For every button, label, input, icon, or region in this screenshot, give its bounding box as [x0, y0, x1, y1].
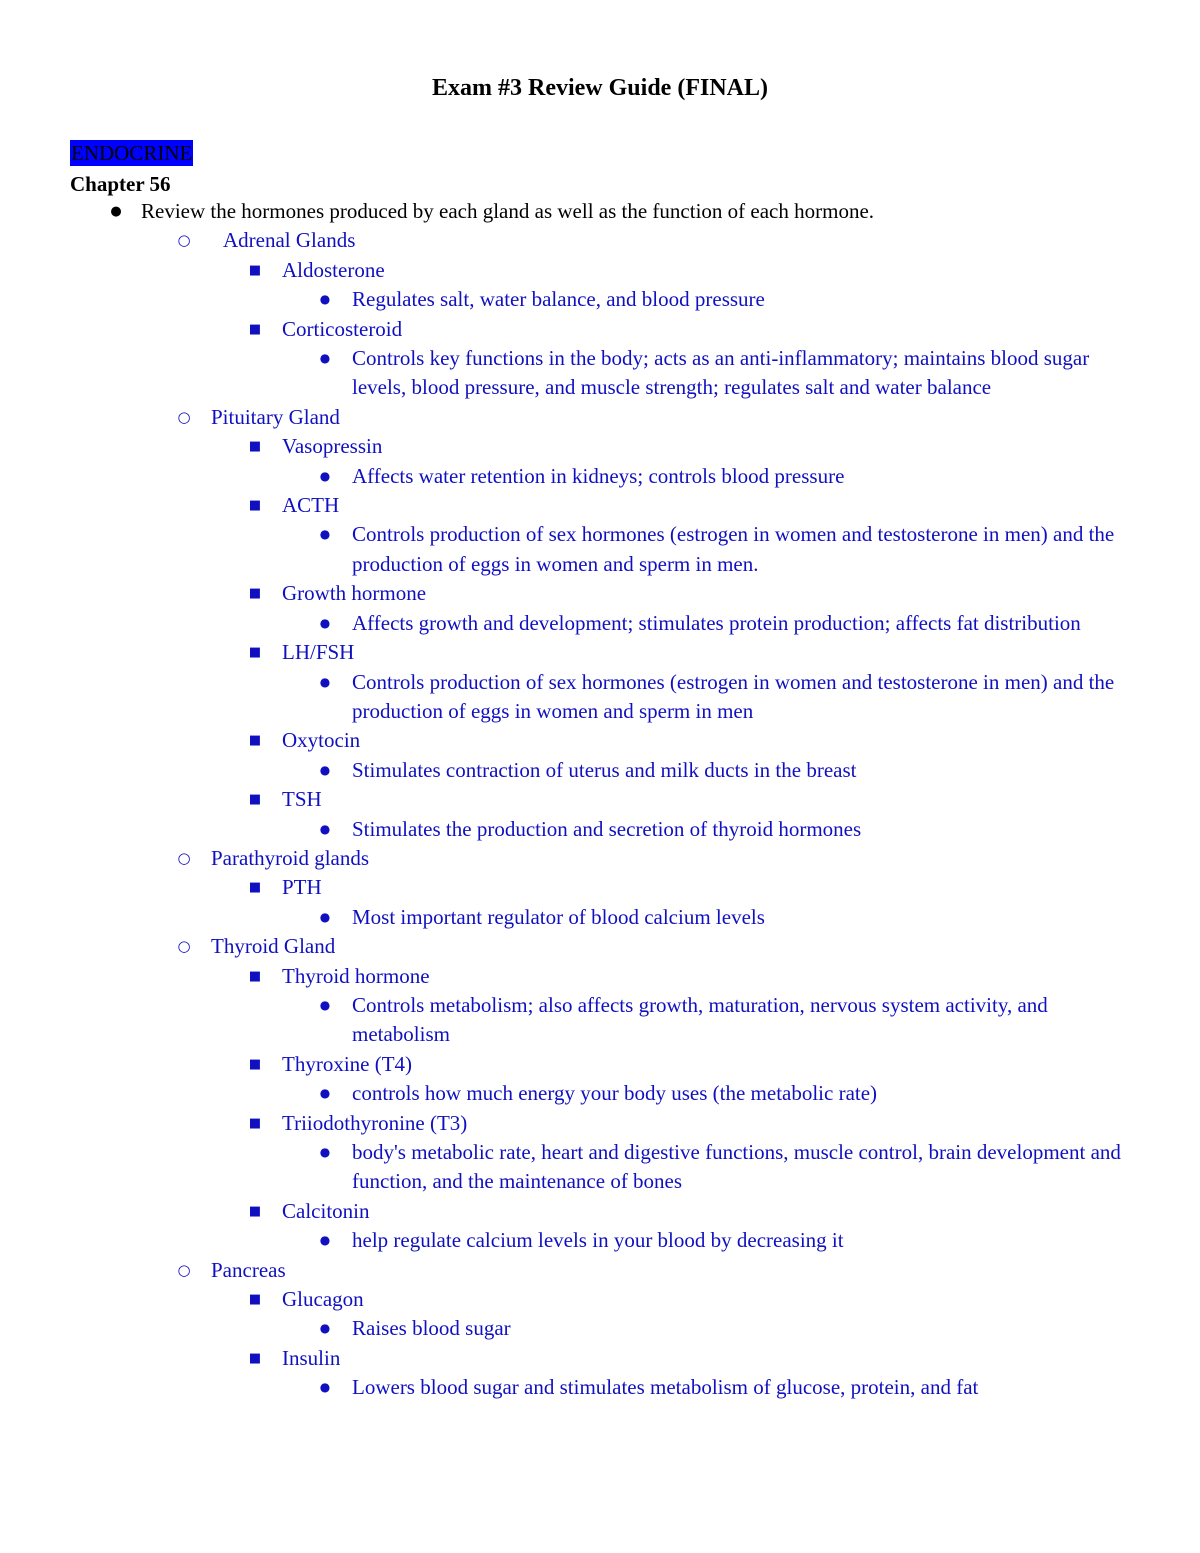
square-bullet-icon: ■ [248, 498, 262, 514]
bullet-icon: ● [319, 1233, 331, 1248]
square-bullet-icon: ■ [248, 1350, 262, 1366]
square-bullet-icon: ■ [248, 968, 262, 984]
bullet-icon: ● [319, 1145, 331, 1159]
square-bullet-icon: ■ [248, 586, 262, 602]
hollow-circle-bullet-icon: ○ [177, 1260, 191, 1279]
hormone-item-text: Insulin [282, 1345, 341, 1370]
hormone-function-item [0, 520, 1200, 579]
section-heading-highlighted: ENDOCRINE [71, 141, 193, 165]
hollow-circle-bullet-icon: ○ [177, 937, 191, 956]
gland-item [0, 1256, 1200, 1285]
hormone-function-item [0, 1079, 1200, 1108]
hormone-function-item-text: Lowers blood sugar and stimulates metabolism of glucose, protein, and fat [352, 1375, 979, 1400]
hormone-function-item [0, 1138, 1200, 1197]
square-bullet-icon: ■ [248, 792, 262, 808]
hormone-item [0, 1197, 1200, 1226]
square-bullet-icon: ■ [248, 880, 262, 896]
hormone-item [0, 873, 1200, 902]
hormone-function-item [0, 756, 1200, 785]
bullet-icon: ● [110, 204, 122, 219]
gland-item-text: Thyroid Gland [211, 934, 336, 959]
hormone-function-item [0, 1314, 1200, 1343]
hormone-item-text: ACTH [282, 493, 340, 518]
bullet-icon: ● [319, 1321, 331, 1336]
hormone-item [0, 638, 1200, 667]
square-bullet-icon: ■ [248, 1292, 262, 1308]
hormone-function-item-text: Affects growth and development; stimulates protein production; affects fat distribution [352, 610, 1081, 635]
bullet-icon: ● [319, 997, 331, 1012]
bullet-icon: ● [319, 674, 331, 689]
square-bullet-icon: ■ [248, 1056, 262, 1072]
square-bullet-icon: ■ [248, 645, 262, 661]
hormone-function-item [0, 668, 1200, 727]
bullet-icon: ● [319, 909, 331, 924]
bullet-icon: ● [319, 527, 331, 542]
hormone-function-item [0, 815, 1200, 844]
hormone-item-text: Thyroxine (T4) [282, 1051, 413, 1076]
gland-item-text: Parathyroid glands [211, 845, 370, 870]
hormone-item [0, 315, 1200, 344]
hormone-item [0, 1344, 1200, 1373]
bullet-icon: ● [319, 615, 331, 630]
hormone-item-text: Glucagon [282, 1287, 364, 1312]
hormone-item-text: Growth hormone [282, 581, 427, 606]
gland-item-text: Pituitary Gland [211, 404, 340, 429]
hormone-item-text: TSH [282, 787, 322, 812]
hormone-function-item [0, 1226, 1200, 1255]
bullet-icon: ● [319, 1086, 331, 1101]
bullet-icon: ● [319, 292, 331, 307]
hormone-function-item-text: Controls production of sex hormones (estrogen in women and testosterone in men) and the production of eggs in women and sperm in men [352, 669, 1115, 723]
hormone-item [0, 962, 1200, 991]
hormone-function-item-text: controls how much energy your body uses (the metabolic rate) [352, 1081, 878, 1106]
hormone-function-item-text: Affects water retention in kidneys; controls blood pressure [352, 463, 845, 488]
hormone-function-item [0, 462, 1200, 491]
document-title: Exam #3 Review Guide (FINAL) [432, 75, 768, 101]
gland-item [0, 226, 1200, 255]
hormone-item-text: Calcitonin [282, 1198, 370, 1223]
hormone-function-item-text: Regulates salt, water balance, and blood pressure [352, 287, 765, 312]
hormone-function-item [0, 1373, 1200, 1402]
hormone-item-text: Aldosterone [282, 257, 385, 282]
gland-item-text: Adrenal Glands [223, 228, 356, 253]
bullet-icon: ● [319, 351, 331, 366]
hormone-function-item [0, 903, 1200, 932]
hormone-item [0, 432, 1200, 461]
intro-text: Review the hormones produced by each gland as well as the function of each hormone. [141, 199, 875, 223]
hormone-item [0, 491, 1200, 520]
hormone-function-item-text: Controls key functions in the body; acts as an anti-inflammatory; maintains blood sugar levels, blood pressure, and muscle strength; regulates salt and water balance [352, 346, 1090, 400]
hormone-outline-list [0, 197, 1200, 1403]
hormone-item-text: LH/FSH [282, 640, 355, 665]
square-bullet-icon: ■ [248, 321, 262, 337]
gland-item [0, 403, 1200, 432]
bullet-icon: ● [319, 468, 331, 483]
gland-item [0, 932, 1200, 961]
hormone-function-item-text: Controls metabolism; also affects growth, maturation, nervous system activity, and metabolism [352, 992, 1048, 1047]
hollow-circle-bullet-icon: ○ [177, 848, 191, 867]
hormone-item [0, 1109, 1200, 1138]
hormone-item [0, 785, 1200, 814]
hormone-item-text: Thyroid hormone [282, 963, 430, 988]
hormone-function-item [0, 344, 1200, 403]
hormone-item [0, 256, 1200, 285]
square-bullet-icon: ■ [248, 1203, 262, 1219]
hollow-circle-bullet-icon: ○ [177, 231, 191, 250]
hormone-item-text: Triiodothyronine (T3) [282, 1110, 468, 1135]
hormone-function-item-text: help regulate calcium levels in your blood by decreasing it [352, 1228, 844, 1253]
square-bullet-icon: ■ [248, 1115, 262, 1131]
hormone-function-item-text: Stimulates the production and secretion of thyroid hormones [352, 816, 862, 841]
square-bullet-icon: ■ [248, 262, 262, 278]
hormone-item [0, 1285, 1200, 1314]
hormone-item-text: Corticosteroid [282, 316, 403, 341]
hormone-function-item-text: Most important regulator of blood calcium levels [352, 904, 765, 929]
hormone-function-item-text: Raises blood sugar [352, 1316, 511, 1341]
hormone-item-text: Oxytocin [282, 728, 361, 753]
hollow-circle-bullet-icon: ○ [177, 407, 191, 426]
square-bullet-icon: ■ [248, 439, 262, 455]
bullet-icon: ● [319, 1380, 331, 1395]
hormone-function-item-text: Controls production of sex hormones (estrogen in women and testosterone in men) and the production of eggs in women and sperm in men. [352, 522, 1115, 576]
hormone-function-item-text: body's metabolic rate, heart and digestive functions, muscle control, brain development and function, and the maintenance of bones [352, 1140, 1121, 1194]
hormone-function-item [0, 285, 1200, 314]
hormone-function-item [0, 991, 1200, 1050]
hormone-item [0, 1050, 1200, 1079]
hormone-item [0, 579, 1200, 608]
gland-item-text: Pancreas [211, 1257, 286, 1282]
hormone-function-item-text: Stimulates contraction of uterus and milk ducts in the breast [352, 757, 857, 782]
chapter-heading: Chapter 56 [70, 172, 171, 196]
hormone-function-item [0, 609, 1200, 638]
bullet-icon: ● [319, 821, 331, 836]
hormone-item [0, 726, 1200, 755]
gland-item [0, 844, 1200, 873]
bullet-icon: ● [319, 762, 331, 777]
hormone-item-text: PTH [282, 875, 322, 900]
intro-list-item [0, 197, 1200, 226]
hormone-item-text: Vasopressin [282, 434, 383, 459]
square-bullet-icon: ■ [248, 733, 262, 749]
